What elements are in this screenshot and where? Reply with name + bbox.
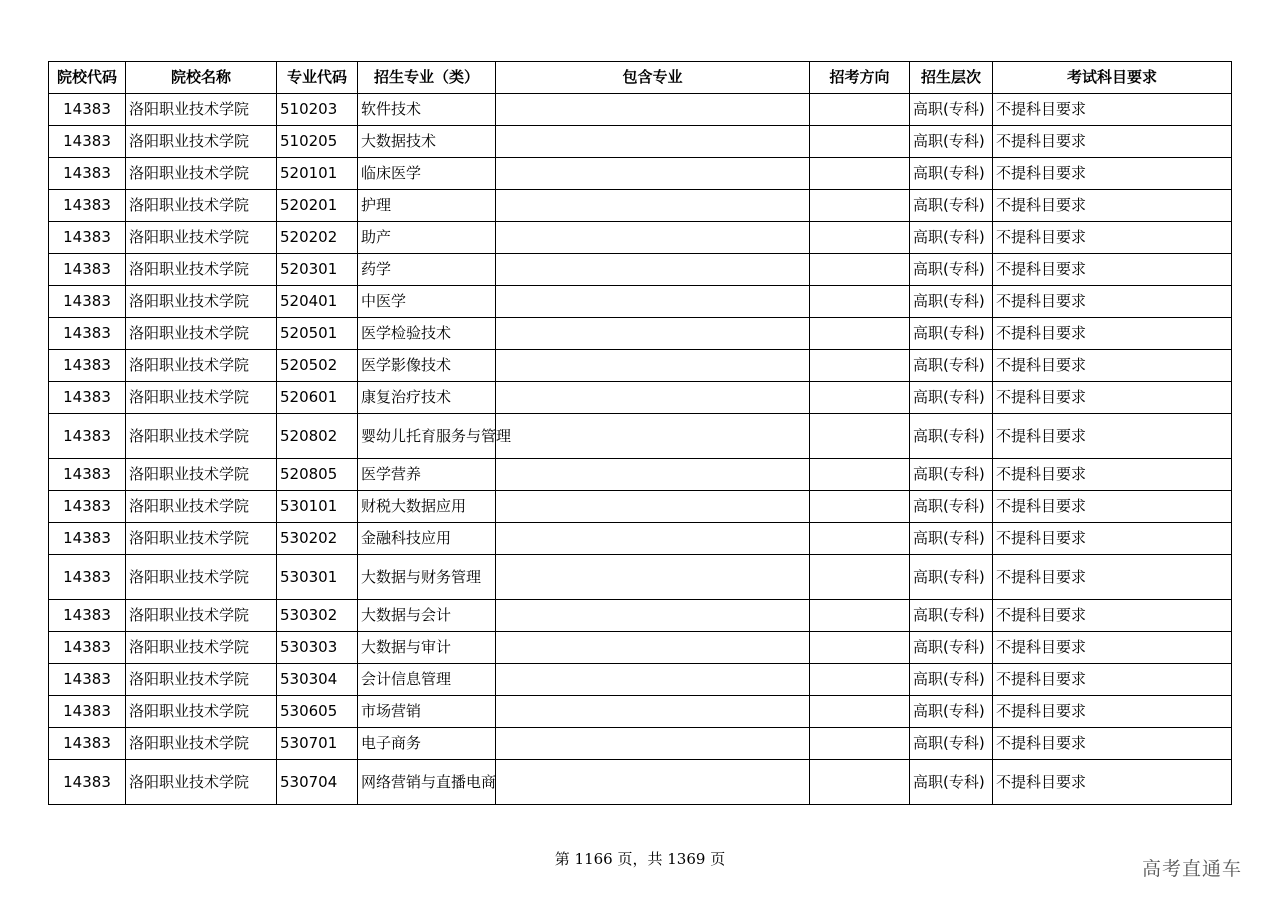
cell-included-majors — [496, 696, 810, 728]
table-row — [49, 696, 1232, 728]
cell-major-code: 530304 — [277, 664, 358, 696]
cell-school-name: 洛阳职业技术学院 — [126, 222, 277, 254]
cell-major-code: 530101 — [277, 491, 358, 523]
cell-direction — [810, 94, 910, 126]
cell-school-code: 14383 — [49, 254, 126, 286]
header-requirement: 考试科目要求 — [993, 62, 1232, 94]
cell-school-name: 洛阳职业技术学院 — [126, 350, 277, 382]
cell-school-name: 洛阳职业技术学院 — [126, 94, 277, 126]
cell-major: 网络营销与直播电商 — [358, 760, 496, 805]
watermark: 高考直通车 — [1142, 858, 1243, 880]
cell-level: 高职(专科) — [910, 459, 993, 491]
cell-requirement: 不提科目要求 — [993, 555, 1232, 600]
cell-school-name: 洛阳职业技术学院 — [126, 190, 277, 222]
table-row — [49, 318, 1232, 350]
cell-level: 高职(专科) — [910, 664, 993, 696]
cell-school-name: 洛阳职业技术学院 — [126, 664, 277, 696]
cell-school-code: 14383 — [49, 632, 126, 664]
cell-school-code: 14383 — [49, 190, 126, 222]
cell-major: 医学营养 — [358, 459, 496, 491]
cell-direction — [810, 696, 910, 728]
cell-level: 高职(专科) — [910, 318, 993, 350]
table-row — [49, 222, 1232, 254]
cell-major: 金融科技应用 — [358, 523, 496, 555]
table-body — [49, 94, 1232, 805]
cell-major-code: 510203 — [277, 94, 358, 126]
table-row — [49, 760, 1232, 805]
cell-direction — [810, 555, 910, 600]
cell-school-code: 14383 — [49, 696, 126, 728]
cell-major-code: 530303 — [277, 632, 358, 664]
cell-major: 会计信息管理 — [358, 664, 496, 696]
cell-major-code: 530701 — [277, 728, 358, 760]
cell-level: 高职(专科) — [910, 222, 993, 254]
cell-major: 大数据与会计 — [358, 600, 496, 632]
cell-major-code: 530301 — [277, 555, 358, 600]
cell-major-code: 520202 — [277, 222, 358, 254]
cell-requirement: 不提科目要求 — [993, 222, 1232, 254]
cell-major-code: 520501 — [277, 318, 358, 350]
cell-school-code: 14383 — [49, 318, 126, 350]
cell-school-code: 14383 — [49, 600, 126, 632]
cell-level: 高职(专科) — [910, 491, 993, 523]
cell-direction — [810, 222, 910, 254]
table-row — [49, 126, 1232, 158]
cell-school-name: 洛阳职业技术学院 — [126, 158, 277, 190]
cell-requirement: 不提科目要求 — [993, 382, 1232, 414]
cell-major-code: 530202 — [277, 523, 358, 555]
cell-level: 高职(专科) — [910, 760, 993, 805]
cell-school-code: 14383 — [49, 414, 126, 459]
cell-level: 高职(专科) — [910, 286, 993, 318]
cell-direction — [810, 459, 910, 491]
table-row — [49, 254, 1232, 286]
cell-included-majors — [496, 222, 810, 254]
cell-school-name: 洛阳职业技术学院 — [126, 600, 277, 632]
cell-direction — [810, 286, 910, 318]
cell-school-name: 洛阳职业技术学院 — [126, 382, 277, 414]
cell-direction — [810, 190, 910, 222]
cell-major: 软件技术 — [358, 94, 496, 126]
cell-major-code: 510205 — [277, 126, 358, 158]
cell-major: 中医学 — [358, 286, 496, 318]
cell-major: 大数据技术 — [358, 126, 496, 158]
cell-school-name: 洛阳职业技术学院 — [126, 523, 277, 555]
cell-major-code: 520101 — [277, 158, 358, 190]
cell-direction — [810, 318, 910, 350]
cell-included-majors — [496, 523, 810, 555]
cell-school-name: 洛阳职业技术学院 — [126, 491, 277, 523]
cell-included-majors — [496, 126, 810, 158]
cell-major: 临床医学 — [358, 158, 496, 190]
cell-direction — [810, 760, 910, 805]
cell-requirement: 不提科目要求 — [993, 523, 1232, 555]
cell-included-majors — [496, 491, 810, 523]
cell-level: 高职(专科) — [910, 523, 993, 555]
cell-included-majors — [496, 94, 810, 126]
cell-school-code: 14383 — [49, 350, 126, 382]
cell-school-name: 洛阳职业技术学院 — [126, 696, 277, 728]
cell-requirement: 不提科目要求 — [993, 254, 1232, 286]
cell-school-code: 14383 — [49, 126, 126, 158]
cell-requirement: 不提科目要求 — [993, 350, 1232, 382]
cell-major-code: 520805 — [277, 459, 358, 491]
cell-school-name: 洛阳职业技术学院 — [126, 555, 277, 600]
cell-major-code: 530302 — [277, 600, 358, 632]
cell-major: 大数据与审计 — [358, 632, 496, 664]
table-row — [49, 414, 1232, 459]
cell-included-majors — [496, 760, 810, 805]
cell-direction — [810, 600, 910, 632]
table-row — [49, 158, 1232, 190]
cell-level: 高职(专科) — [910, 555, 993, 600]
cell-school-code: 14383 — [49, 760, 126, 805]
cell-included-majors — [496, 459, 810, 491]
cell-requirement: 不提科目要求 — [993, 728, 1232, 760]
table-row — [49, 382, 1232, 414]
header-school-code: 院校代码 — [49, 62, 126, 94]
cell-major: 医学检验技术 — [358, 318, 496, 350]
table-row — [49, 664, 1232, 696]
cell-included-majors — [496, 664, 810, 696]
cell-major: 电子商务 — [358, 728, 496, 760]
table-row — [49, 632, 1232, 664]
cell-level: 高职(专科) — [910, 728, 993, 760]
cell-level: 高职(专科) — [910, 696, 993, 728]
cell-major: 财税大数据应用 — [358, 491, 496, 523]
cell-included-majors — [496, 382, 810, 414]
cell-school-code: 14383 — [49, 286, 126, 318]
cell-requirement: 不提科目要求 — [993, 760, 1232, 805]
cell-school-code: 14383 — [49, 728, 126, 760]
cell-requirement: 不提科目要求 — [993, 632, 1232, 664]
cell-school-code: 14383 — [49, 382, 126, 414]
cell-direction — [810, 158, 910, 190]
cell-direction — [810, 382, 910, 414]
cell-school-name: 洛阳职业技术学院 — [126, 254, 277, 286]
cell-major-code: 520802 — [277, 414, 358, 459]
cell-major-code: 520301 — [277, 254, 358, 286]
cell-school-name: 洛阳职业技术学院 — [126, 760, 277, 805]
table-row — [49, 350, 1232, 382]
cell-requirement: 不提科目要求 — [993, 126, 1232, 158]
cell-school-code: 14383 — [49, 158, 126, 190]
cell-major-code: 520401 — [277, 286, 358, 318]
cell-included-majors — [496, 555, 810, 600]
cell-requirement: 不提科目要求 — [993, 190, 1232, 222]
table-row — [49, 728, 1232, 760]
cell-included-majors — [496, 414, 810, 459]
cell-level: 高职(专科) — [910, 254, 993, 286]
cell-level: 高职(专科) — [910, 382, 993, 414]
admissions-table — [48, 61, 1232, 805]
cell-school-name: 洛阳职业技术学院 — [126, 318, 277, 350]
header-school-name: 院校名称 — [126, 62, 277, 94]
cell-major: 助产 — [358, 222, 496, 254]
cell-direction — [810, 632, 910, 664]
cell-requirement: 不提科目要求 — [993, 600, 1232, 632]
cell-level: 高职(专科) — [910, 414, 993, 459]
table-row — [49, 94, 1232, 126]
cell-school-code: 14383 — [49, 664, 126, 696]
cell-included-majors — [496, 600, 810, 632]
table-row — [49, 523, 1232, 555]
cell-level: 高职(专科) — [910, 600, 993, 632]
cell-requirement: 不提科目要求 — [993, 94, 1232, 126]
cell-school-name: 洛阳职业技术学院 — [126, 414, 277, 459]
cell-major-code: 520502 — [277, 350, 358, 382]
cell-major: 市场营销 — [358, 696, 496, 728]
cell-level: 高职(专科) — [910, 350, 993, 382]
cell-included-majors — [496, 728, 810, 760]
cell-school-name: 洛阳职业技术学院 — [126, 728, 277, 760]
cell-major: 婴幼儿托育服务与管理 — [358, 414, 496, 459]
header-direction: 招考方向 — [810, 62, 910, 94]
cell-direction — [810, 491, 910, 523]
header-included-majors: 包含专业 — [496, 62, 810, 94]
cell-major-code: 520601 — [277, 382, 358, 414]
table-row — [49, 491, 1232, 523]
cell-major-code: 520201 — [277, 190, 358, 222]
table-row — [49, 190, 1232, 222]
cell-requirement: 不提科目要求 — [993, 286, 1232, 318]
cell-included-majors — [496, 190, 810, 222]
cell-school-code: 14383 — [49, 94, 126, 126]
cell-direction — [810, 523, 910, 555]
cell-school-code: 14383 — [49, 555, 126, 600]
cell-major-code: 530605 — [277, 696, 358, 728]
header-major-code: 专业代码 — [277, 62, 358, 94]
cell-school-code: 14383 — [49, 459, 126, 491]
cell-requirement: 不提科目要求 — [993, 459, 1232, 491]
cell-included-majors — [496, 318, 810, 350]
table-row — [49, 555, 1232, 600]
cell-major: 大数据与财务管理 — [358, 555, 496, 600]
cell-direction — [810, 728, 910, 760]
cell-school-code: 14383 — [49, 222, 126, 254]
cell-direction — [810, 254, 910, 286]
cell-requirement: 不提科目要求 — [993, 491, 1232, 523]
table-row — [49, 600, 1232, 632]
cell-school-name: 洛阳职业技术学院 — [126, 286, 277, 318]
cell-included-majors — [496, 350, 810, 382]
cell-school-name: 洛阳职业技术学院 — [126, 632, 277, 664]
cell-direction — [810, 414, 910, 459]
cell-major: 药学 — [358, 254, 496, 286]
header-row — [49, 62, 1232, 94]
cell-included-majors — [496, 254, 810, 286]
cell-level: 高职(专科) — [910, 632, 993, 664]
cell-direction — [810, 126, 910, 158]
cell-included-majors — [496, 632, 810, 664]
header-level: 招生层次 — [910, 62, 993, 94]
cell-level: 高职(专科) — [910, 94, 993, 126]
header-major: 招生专业（类） — [358, 62, 496, 94]
cell-major: 康复治疗技术 — [358, 382, 496, 414]
cell-direction — [810, 664, 910, 696]
cell-level: 高职(专科) — [910, 158, 993, 190]
cell-direction — [810, 350, 910, 382]
cell-school-code: 14383 — [49, 523, 126, 555]
table-row — [49, 459, 1232, 491]
cell-major-code: 530704 — [277, 760, 358, 805]
cell-requirement: 不提科目要求 — [993, 414, 1232, 459]
cell-requirement: 不提科目要求 — [993, 158, 1232, 190]
cell-included-majors — [496, 158, 810, 190]
page-footer: 第 1166 页，共 1369 页 — [554, 850, 726, 868]
cell-school-code: 14383 — [49, 491, 126, 523]
table-row — [49, 286, 1232, 318]
cell-school-name: 洛阳职业技术学院 — [126, 126, 277, 158]
cell-requirement: 不提科目要求 — [993, 696, 1232, 728]
cell-major: 护理 — [358, 190, 496, 222]
cell-requirement: 不提科目要求 — [993, 318, 1232, 350]
cell-requirement: 不提科目要求 — [993, 664, 1232, 696]
cell-major: 医学影像技术 — [358, 350, 496, 382]
cell-included-majors — [496, 286, 810, 318]
cell-level: 高职(专科) — [910, 126, 993, 158]
cell-school-name: 洛阳职业技术学院 — [126, 459, 277, 491]
cell-level: 高职(专科) — [910, 190, 993, 222]
